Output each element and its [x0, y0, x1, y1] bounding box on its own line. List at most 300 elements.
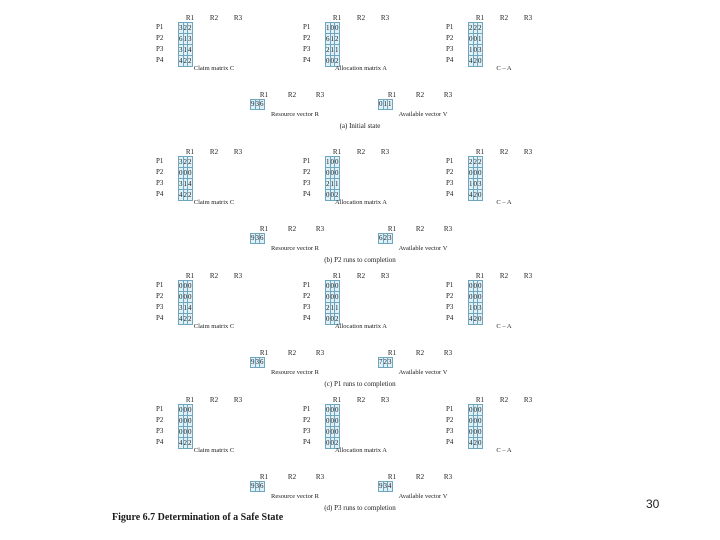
table-row — [179, 45, 193, 56]
matrix-cell: 0 — [478, 406, 482, 414]
row-header: P4 — [156, 56, 164, 64]
table-row — [469, 281, 483, 292]
matrix-cell: 0 — [473, 428, 477, 436]
matrix-cell: 4 — [188, 180, 192, 188]
matrix-caption: Claim matrix C — [193, 447, 235, 454]
table-row — [179, 416, 193, 427]
matrix-cell: 2 — [473, 24, 477, 32]
table-row — [469, 179, 483, 190]
row-header: P4 — [446, 438, 454, 446]
column-header: R1 — [332, 396, 342, 404]
matrix-cell: 0 — [478, 57, 482, 65]
matrix-cell: 3 — [478, 180, 482, 188]
matrix-caption: Claim matrix C — [193, 65, 235, 72]
table-row — [326, 179, 340, 190]
table-row — [379, 482, 393, 492]
matrix-cell: 0 — [179, 169, 183, 177]
matrix-cell: 0 — [478, 169, 482, 177]
matrix-cell: 0 — [469, 35, 473, 43]
column-header: R3 — [315, 349, 325, 357]
column-header: R3 — [380, 396, 390, 404]
vector-cell: 3 — [383, 482, 387, 490]
matrix-cell: 0 — [179, 428, 183, 436]
vector-caption: Available vector V — [398, 493, 448, 500]
matrix-table — [178, 404, 193, 449]
state-section — [150, 14, 570, 144]
row-header: P3 — [446, 427, 454, 435]
column-header: R3 — [523, 396, 533, 404]
matrix-cell: 4 — [188, 304, 192, 312]
column-header: R2 — [356, 14, 366, 22]
column-header: R3 — [233, 148, 243, 156]
table-row — [179, 427, 193, 438]
matrix-cell: 2 — [469, 158, 473, 166]
page-number: 30 — [646, 497, 660, 511]
row-header: P1 — [446, 157, 454, 165]
matrix-cell: 2 — [335, 439, 339, 447]
table-row — [251, 100, 265, 110]
row-header: P2 — [156, 416, 164, 424]
matrix-cell: 0 — [188, 293, 192, 301]
row-header: P4 — [303, 438, 311, 446]
matrix-cell: 0 — [473, 169, 477, 177]
vector-cell: 6 — [260, 358, 264, 366]
vector-table — [378, 357, 393, 368]
vector-cell: 9 — [251, 358, 255, 366]
row-header: P3 — [303, 303, 311, 311]
matrix-cell: 4 — [179, 57, 183, 65]
matrix-table — [468, 280, 483, 325]
row-header: P3 — [446, 303, 454, 311]
column-header: R2 — [499, 396, 509, 404]
matrix-cell: 3 — [478, 304, 482, 312]
column-header: R3 — [443, 91, 453, 99]
vector-caption: Resource vector R — [270, 369, 319, 376]
matrix-cell: 0 — [183, 406, 187, 414]
table-row — [379, 358, 393, 368]
row-header: P1 — [303, 405, 311, 413]
table-row — [326, 23, 340, 34]
matrix-cell: 0 — [473, 35, 477, 43]
vector-cell: 6 — [260, 482, 264, 490]
row-header: P3 — [156, 179, 164, 187]
column-header: R3 — [523, 148, 533, 156]
matrix-cell: 3 — [179, 24, 183, 32]
table-row — [379, 100, 393, 110]
matrix-cell: 3 — [179, 46, 183, 54]
vector-cell: 2 — [383, 234, 387, 242]
table-row — [469, 427, 483, 438]
matrix-cell: 0 — [330, 282, 334, 290]
matrix-cell: 0 — [330, 293, 334, 301]
table-row — [326, 45, 340, 56]
column-header: R1 — [259, 473, 269, 481]
column-header: R2 — [287, 225, 297, 233]
row-header: P3 — [156, 427, 164, 435]
matrix-cell: 2 — [473, 439, 477, 447]
table-row — [179, 23, 193, 34]
column-header: R2 — [415, 91, 425, 99]
matrix-cell: 2 — [183, 158, 187, 166]
matrix-cell: 0 — [469, 169, 473, 177]
matrix-caption: C – A — [496, 65, 512, 72]
matrix-cell: 4 — [179, 439, 183, 447]
row-header: P2 — [156, 168, 164, 176]
matrix-cell: 0 — [326, 428, 330, 436]
matrix-cell: 3 — [188, 35, 192, 43]
matrix-cell: 6 — [326, 35, 330, 43]
row-header: P3 — [303, 45, 311, 53]
matrix-cell: 0 — [179, 417, 183, 425]
table-row — [326, 157, 340, 168]
row-header: P4 — [446, 314, 454, 322]
matrix-cell: 2 — [183, 191, 187, 199]
table-row — [326, 405, 340, 416]
matrix-cell: 0 — [469, 293, 473, 301]
row-header: P2 — [156, 292, 164, 300]
row-header: P4 — [156, 190, 164, 198]
matrix-cell: 2 — [183, 24, 187, 32]
row-header: P4 — [446, 190, 454, 198]
matrix-cell: 0 — [335, 293, 339, 301]
row-header: P4 — [446, 56, 454, 64]
row-header: P1 — [156, 405, 164, 413]
row-header: P2 — [303, 168, 311, 176]
table-row — [251, 482, 265, 492]
matrix-cell: 4 — [179, 191, 183, 199]
matrix-cell: 2 — [188, 158, 192, 166]
matrix-table — [325, 280, 340, 325]
row-header: P4 — [303, 190, 311, 198]
column-header: R2 — [209, 272, 219, 280]
matrix-cell: 2 — [183, 57, 187, 65]
matrix-cell: 2 — [335, 191, 339, 199]
matrix-cell: 1 — [335, 304, 339, 312]
column-header: R2 — [356, 272, 366, 280]
row-header: P2 — [156, 34, 164, 42]
matrix-cell: 0 — [473, 406, 477, 414]
column-header: R2 — [356, 148, 366, 156]
table-row — [326, 292, 340, 303]
column-header: R1 — [475, 272, 485, 280]
vector-cell: 2 — [383, 358, 387, 366]
column-header: R2 — [499, 14, 509, 22]
row-header: P1 — [446, 23, 454, 31]
matrix-cell: 0 — [469, 406, 473, 414]
figure — [150, 8, 570, 538]
column-header: R1 — [475, 396, 485, 404]
matrix-cell: 1 — [330, 304, 334, 312]
table-row — [179, 303, 193, 314]
matrix-cell: 0 — [469, 417, 473, 425]
matrix-cell: 1 — [335, 180, 339, 188]
column-header: R1 — [387, 91, 397, 99]
matrix-table — [325, 156, 340, 201]
vector-caption: Resource vector R — [270, 245, 319, 252]
matrix-cell: 0 — [188, 282, 192, 290]
section-caption: (c) P1 runs to completion — [324, 380, 396, 388]
vector-caption: Available vector V — [398, 369, 448, 376]
column-header: R3 — [315, 225, 325, 233]
matrix-cell: 0 — [179, 406, 183, 414]
section-caption: (b) P2 runs to completion — [324, 256, 396, 264]
column-header: R1 — [387, 225, 397, 233]
row-header: P1 — [156, 157, 164, 165]
matrix-cell: 0 — [330, 191, 334, 199]
matrix-cell: 2 — [473, 57, 477, 65]
vector-cell: 3 — [388, 234, 392, 242]
matrix-cell: 2 — [326, 304, 330, 312]
vector-cell: 4 — [388, 482, 392, 490]
vector-caption: Available vector V — [398, 111, 448, 118]
matrix-table — [468, 22, 483, 67]
column-header: R2 — [415, 473, 425, 481]
row-header: P4 — [156, 314, 164, 322]
matrix-cell: 0 — [473, 282, 477, 290]
matrix-cell: 0 — [326, 417, 330, 425]
vector-cell: 3 — [255, 100, 259, 108]
column-header: R2 — [209, 148, 219, 156]
row-header: P1 — [446, 405, 454, 413]
row-header: P4 — [156, 438, 164, 446]
matrix-cell: 0 — [326, 191, 330, 199]
matrix-cell: 0 — [183, 417, 187, 425]
matrix-cell: 6 — [179, 35, 183, 43]
row-header: P2 — [303, 292, 311, 300]
section-caption: (d) P3 runs to completion — [324, 504, 396, 512]
matrix-cell: 0 — [478, 417, 482, 425]
table-row — [326, 303, 340, 314]
matrix-cell: 4 — [469, 439, 473, 447]
row-header: P4 — [303, 56, 311, 64]
table-row — [469, 303, 483, 314]
matrix-cell: 3 — [179, 158, 183, 166]
matrix-cell: 1 — [335, 46, 339, 54]
matrix-cell: 2 — [335, 35, 339, 43]
row-header: P1 — [156, 23, 164, 31]
vector-cell: 1 — [388, 100, 392, 108]
vector-cell: 0 — [379, 100, 383, 108]
vector-cell: 9 — [251, 100, 255, 108]
vector-table — [250, 357, 265, 368]
matrix-cell: 2 — [188, 57, 192, 65]
matrix-table — [325, 22, 340, 67]
matrix-table — [468, 404, 483, 449]
matrix-caption: Allocation matrix A — [335, 447, 387, 454]
matrix-cell: 0 — [330, 24, 334, 32]
matrix-cell: 0 — [188, 169, 192, 177]
matrix-cell: 0 — [473, 46, 477, 54]
column-header: R3 — [315, 473, 325, 481]
matrix-cell: 0 — [478, 428, 482, 436]
vector-cell: 6 — [260, 100, 264, 108]
vector-table — [250, 233, 265, 244]
matrix-cell: 0 — [188, 406, 192, 414]
column-header: R1 — [332, 148, 342, 156]
column-header: R1 — [475, 14, 485, 22]
table-row — [469, 168, 483, 179]
matrix-cell: 0 — [330, 158, 334, 166]
matrix-cell: 0 — [326, 406, 330, 414]
matrix-cell: 4 — [469, 315, 473, 323]
matrix-cell: 2 — [188, 439, 192, 447]
matrix-cell: 2 — [473, 158, 477, 166]
table-row — [326, 427, 340, 438]
matrix-cell: 1 — [330, 35, 334, 43]
row-header: P2 — [446, 168, 454, 176]
column-header: R3 — [523, 272, 533, 280]
vector-caption: Resource vector R — [270, 493, 319, 500]
matrix-cell: 0 — [469, 282, 473, 290]
matrix-caption: Allocation matrix A — [335, 65, 387, 72]
matrix-cell: 2 — [335, 57, 339, 65]
matrix-cell: 1 — [326, 158, 330, 166]
column-header: R2 — [209, 14, 219, 22]
section-caption: (a) Initial state — [339, 122, 381, 130]
table-row — [326, 416, 340, 427]
matrix-cell: 0 — [335, 169, 339, 177]
matrix-cell: 2 — [478, 158, 482, 166]
row-header: P2 — [303, 416, 311, 424]
row-header: P3 — [303, 179, 311, 187]
column-header: R1 — [259, 91, 269, 99]
matrix-cell: 3 — [478, 46, 482, 54]
vector-cell: 3 — [255, 482, 259, 490]
matrix-cell: 0 — [330, 417, 334, 425]
vector-table — [378, 233, 393, 244]
matrix-cell: 0 — [478, 191, 482, 199]
matrix-cell: 0 — [478, 439, 482, 447]
column-header: R1 — [259, 225, 269, 233]
row-header: P1 — [303, 281, 311, 289]
matrix-cell: 3 — [179, 180, 183, 188]
row-header: P4 — [303, 314, 311, 322]
column-header: R1 — [475, 148, 485, 156]
row-header: P1 — [446, 281, 454, 289]
matrix-cell: 0 — [183, 428, 187, 436]
column-header: R1 — [185, 272, 195, 280]
matrix-cell: 0 — [330, 57, 334, 65]
matrix-caption: C – A — [496, 323, 512, 330]
matrix-cell: 1 — [330, 180, 334, 188]
matrix-caption: Allocation matrix A — [335, 199, 387, 206]
matrix-caption: Claim matrix C — [193, 323, 235, 330]
column-header: R3 — [443, 473, 453, 481]
column-header: R2 — [209, 396, 219, 404]
matrix-cell: 0 — [335, 428, 339, 436]
matrix-cell: 1 — [469, 304, 473, 312]
vector-cell: 1 — [383, 100, 387, 108]
column-header: R3 — [523, 14, 533, 22]
matrix-cell: 0 — [473, 417, 477, 425]
column-header: R2 — [499, 272, 509, 280]
matrix-cell: 0 — [330, 315, 334, 323]
matrix-cell: 2 — [469, 24, 473, 32]
matrix-cell: 0 — [326, 315, 330, 323]
matrix-table — [178, 156, 193, 201]
matrix-cell: 0 — [183, 169, 187, 177]
vector-cell: 3 — [255, 234, 259, 242]
matrix-cell: 4 — [188, 46, 192, 54]
vector-cell: 9 — [251, 482, 255, 490]
column-header: R1 — [185, 148, 195, 156]
row-header: P3 — [156, 45, 164, 53]
matrix-cell: 2 — [188, 191, 192, 199]
row-header: P2 — [446, 292, 454, 300]
table-row — [469, 405, 483, 416]
matrix-cell: 0 — [473, 304, 477, 312]
matrix-cell: 1 — [183, 304, 187, 312]
table-row — [379, 234, 393, 244]
matrix-cell: 3 — [179, 304, 183, 312]
column-header: R2 — [287, 91, 297, 99]
figure-caption: Figure 6.7 Determination of a Safe State — [112, 512, 284, 523]
matrix-cell: 0 — [179, 282, 183, 290]
matrix-cell: 1 — [469, 180, 473, 188]
column-header: R1 — [332, 272, 342, 280]
column-header: R3 — [233, 14, 243, 22]
vector-cell: 9 — [251, 234, 255, 242]
matrix-caption: Allocation matrix A — [335, 323, 387, 330]
matrix-cell: 1 — [183, 46, 187, 54]
matrix-cell: 0 — [326, 439, 330, 447]
column-header: R2 — [499, 148, 509, 156]
table-row — [326, 168, 340, 179]
vector-cell: 9 — [379, 482, 383, 490]
row-header: P2 — [446, 416, 454, 424]
column-header: R2 — [415, 349, 425, 357]
matrix-cell: 4 — [469, 57, 473, 65]
table-row — [469, 45, 483, 56]
matrix-cell: 2 — [478, 24, 482, 32]
vector-cell: 7 — [379, 358, 383, 366]
column-header: R2 — [287, 349, 297, 357]
column-header: R3 — [443, 349, 453, 357]
table-row — [179, 157, 193, 168]
matrix-cell: 2 — [183, 315, 187, 323]
matrix-caption: Claim matrix C — [193, 199, 235, 206]
table-row — [469, 416, 483, 427]
matrix-cell: 0 — [326, 282, 330, 290]
matrix-cell: 0 — [469, 428, 473, 436]
matrix-cell: 2 — [188, 315, 192, 323]
matrix-cell: 1 — [330, 46, 334, 54]
table-row — [179, 405, 193, 416]
matrix-cell: 0 — [478, 293, 482, 301]
table-row — [469, 157, 483, 168]
matrix-cell: 0 — [326, 293, 330, 301]
matrix-cell: 0 — [183, 293, 187, 301]
matrix-cell: 0 — [188, 417, 192, 425]
matrix-cell: 0 — [330, 439, 334, 447]
column-header: R1 — [332, 14, 342, 22]
matrix-cell: 0 — [330, 428, 334, 436]
vector-table — [378, 481, 393, 492]
table-row — [469, 23, 483, 34]
table-row — [469, 292, 483, 303]
column-header: R1 — [387, 473, 397, 481]
matrix-cell: 0 — [473, 293, 477, 301]
vector-caption: Available vector V — [398, 245, 448, 252]
matrix-cell: 0 — [330, 169, 334, 177]
row-header: P3 — [156, 303, 164, 311]
row-header: P3 — [446, 179, 454, 187]
matrix-cell: 1 — [478, 35, 482, 43]
matrix-cell: 0 — [473, 180, 477, 188]
matrix-cell: 2 — [326, 46, 330, 54]
matrix-cell: 2 — [473, 191, 477, 199]
vector-cell: 6 — [260, 234, 264, 242]
